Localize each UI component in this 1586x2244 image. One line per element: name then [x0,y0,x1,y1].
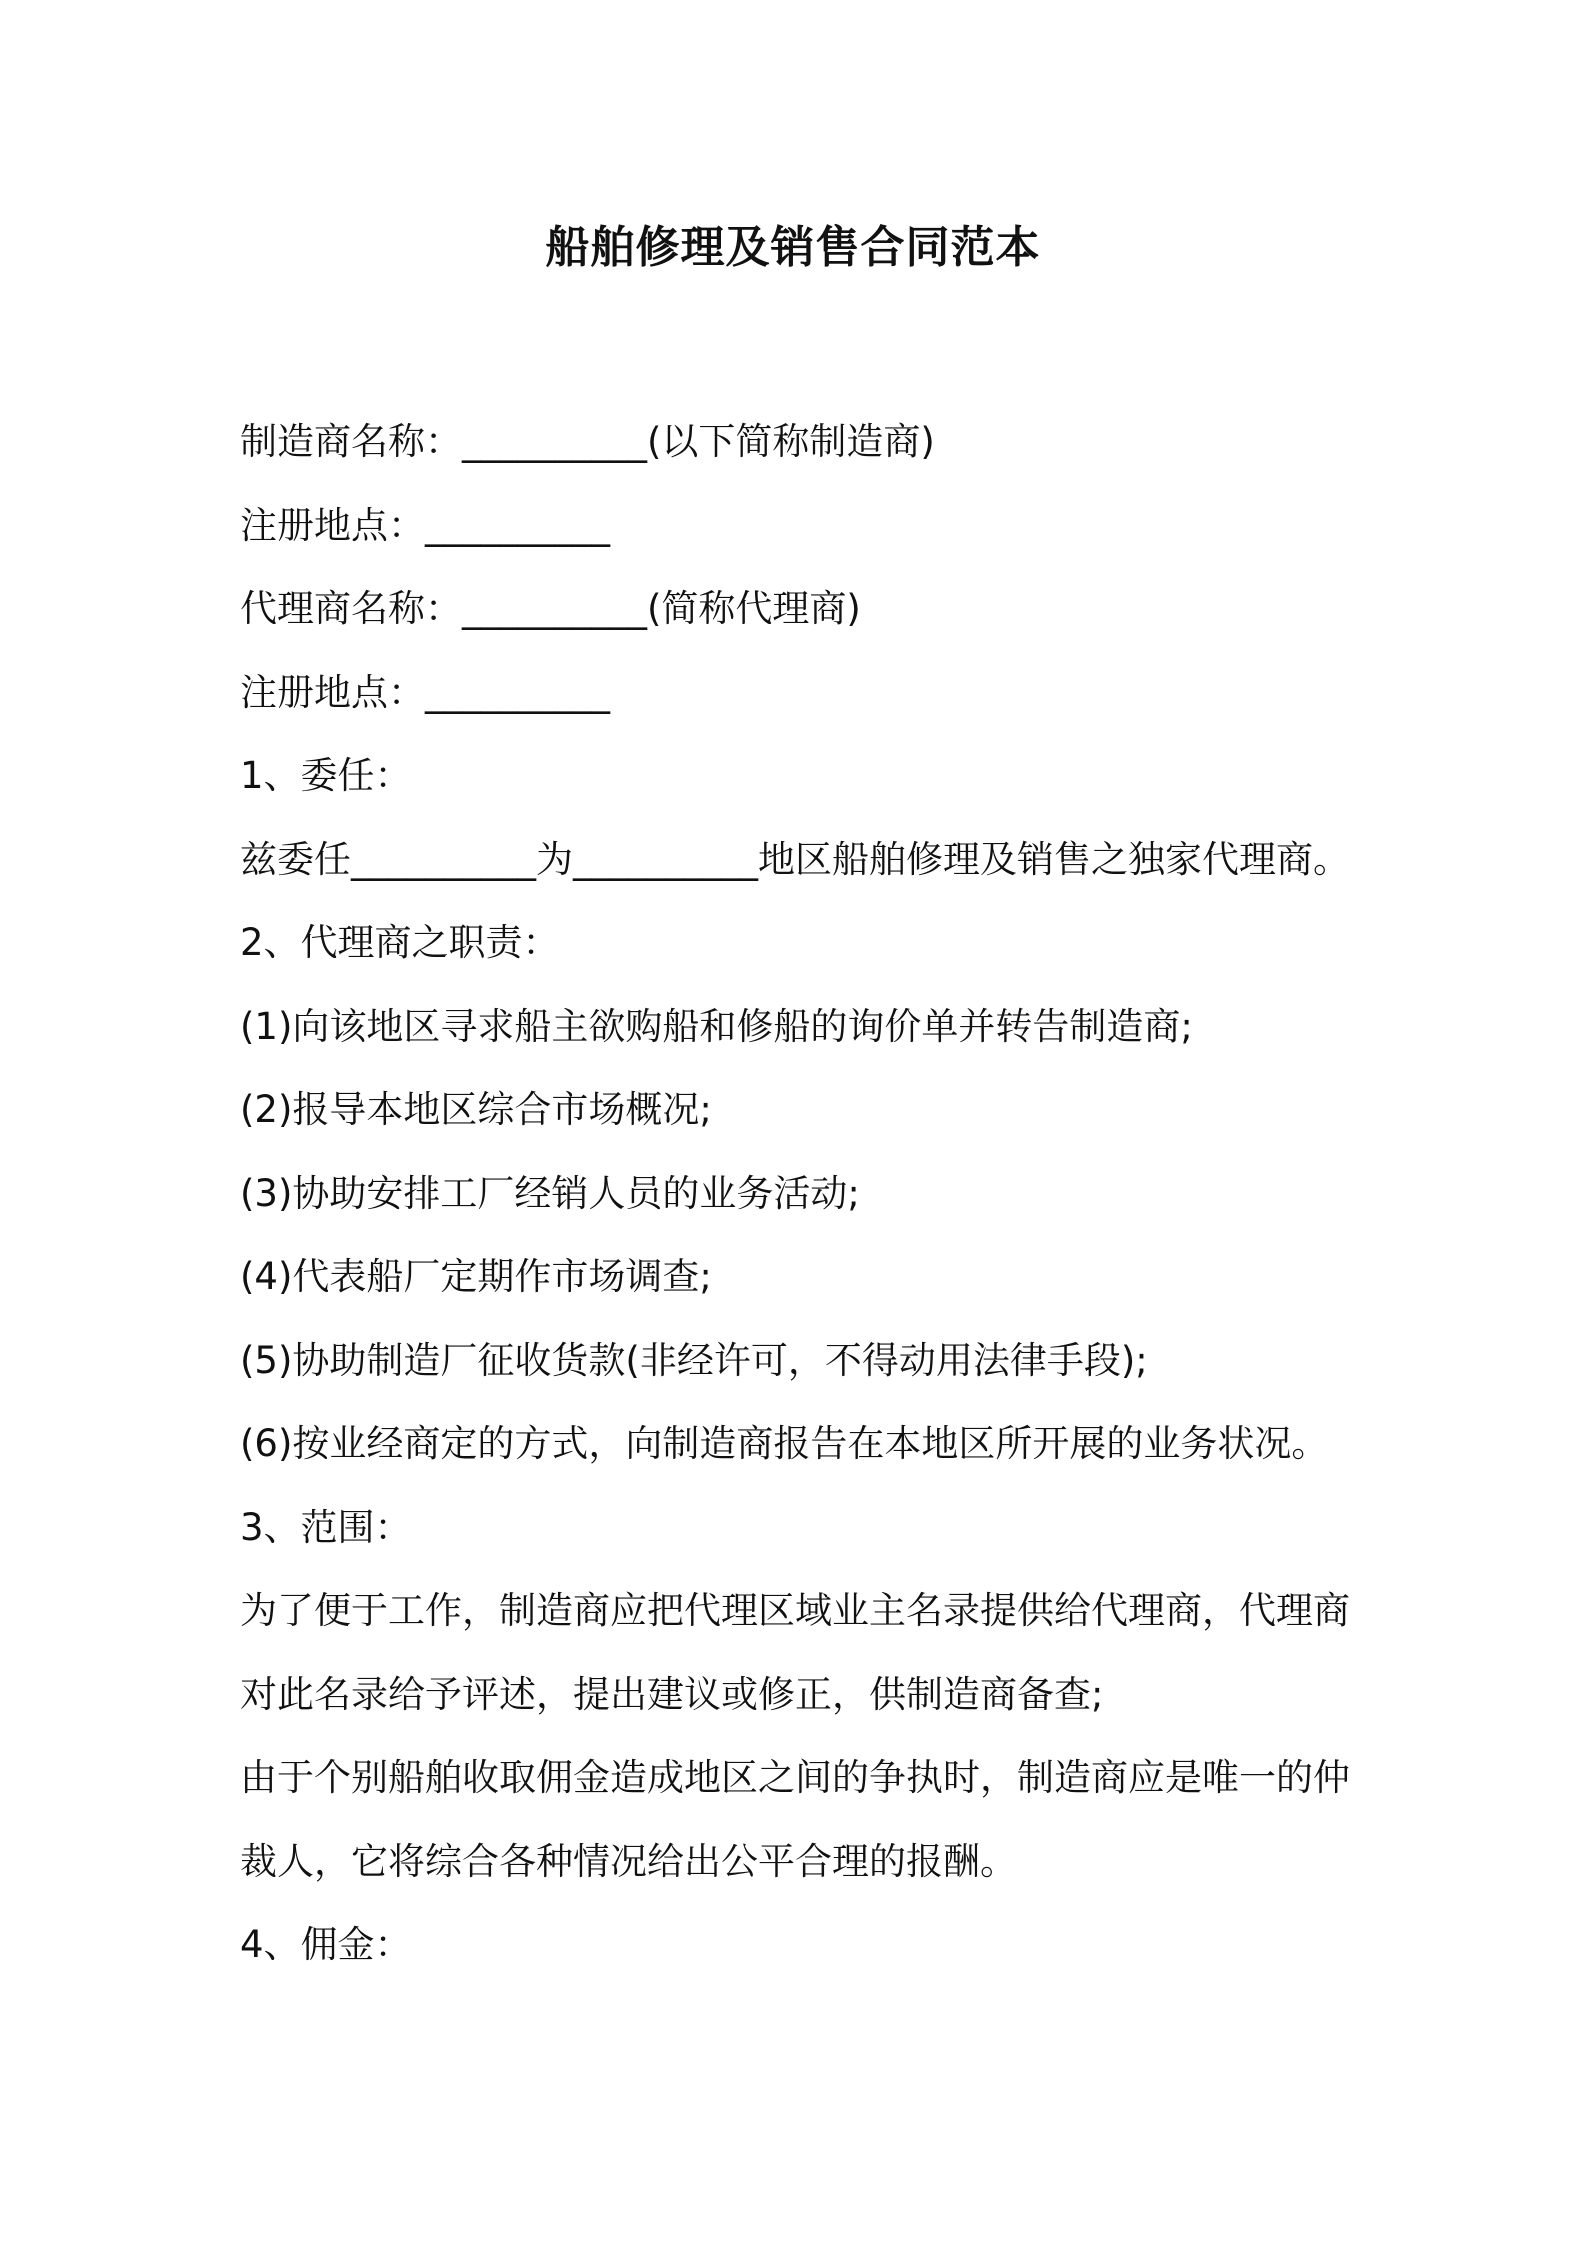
section-3-heading: 3、范围： [240,1505,412,1549]
scope-paragraph-line-3: 由于个别船舶收取佣金造成地区之间的争执时，制造商应是唯一的仲 [240,1756,1350,1799]
section-2-heading: 2、代理商之职责： [240,921,560,964]
scope-paragraph-line-1: 为了便于工作，制造商应把代理区域业主名录提供给代理商，代理商 [240,1589,1350,1632]
document-body [240,400,1390,1987]
scope-paragraph-line-4: 裁人，它将综合各种情况给出公平合理的报酬。 [240,1839,1017,1883]
agent-name-line: 代理商名称：__________(简称代理商) [240,587,861,630]
appointment-paragraph: 兹委任__________为__________地区船舶修理及销售之独家代理商。 [240,837,1350,881]
manufacturer-address-line: 注册地点：__________ [240,503,610,547]
document-title: 船舶修理及销售合同范本 [545,222,1041,273]
duty-item-6: (6)按业经商定的方式，向制造商报告在本地区所开展的业务状况。 [240,1422,1329,1465]
section-4-heading: 4、佣金： [240,1923,412,1966]
agent-address-line: 注册地点：__________ [240,670,610,714]
section-1-heading: 1、委任： [240,754,412,797]
duty-item-3: (3)协助安排工厂经销人员的业务活动; [240,1171,860,1215]
duty-item-4: (4)代表船厂定期作市场调查; [240,1255,712,1298]
duty-item-5: (5)协助制造厂征收货款(非经许可，不得动用法律手段); [240,1338,1148,1382]
duty-item-2: (2)报导本地区综合市场概况; [240,1088,712,1131]
scope-paragraph-line-2: 对此名录给予评述，提出建议或修正，供制造商备查; [240,1672,1104,1716]
duty-item-1: (1)向该地区寻求船主欲购船和修船的询价单并转告制造商; [240,1004,1193,1048]
manufacturer-name-line: 制造商名称：__________(以下简称制造商) [240,420,935,463]
